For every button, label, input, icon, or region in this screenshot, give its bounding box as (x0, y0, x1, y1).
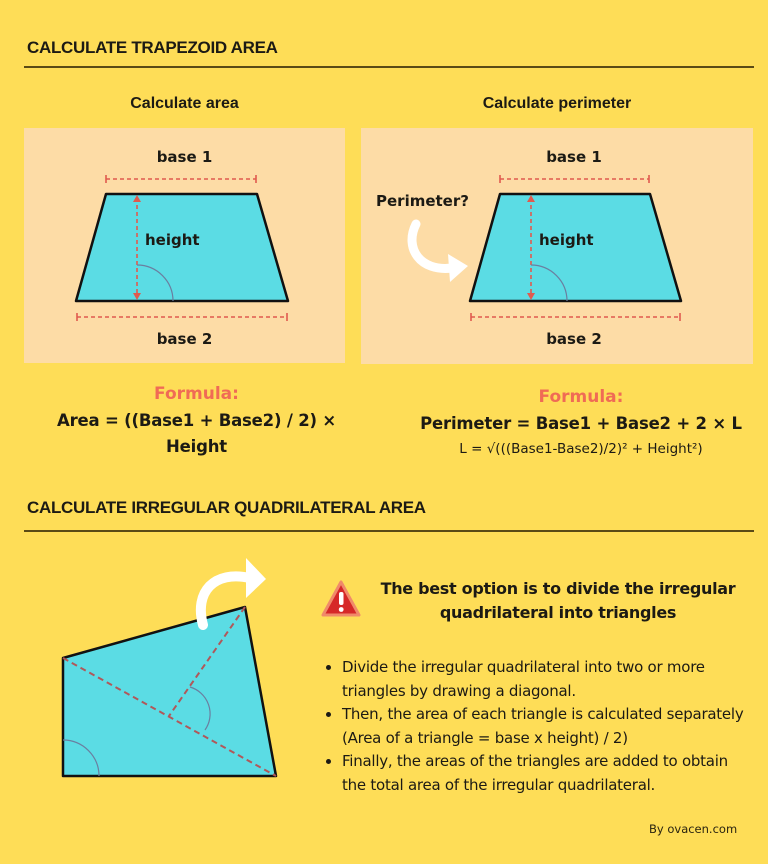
steps-list (320, 656, 748, 797)
list-item: • Then, the area of each triangle is calculated separately (Area of a triangle = base x height) / 2) (342, 703, 748, 750)
perimeter-formula-l: L = √(((Base1-Base2)/2)² + Height²) (459, 441, 703, 457)
base2-label: base 2 (546, 330, 602, 348)
perimeter-formula-heading: Formula: (538, 387, 624, 407)
tip-line1: The best option is to divide the irregular (380, 579, 736, 598)
base1-label: base 1 (156, 148, 213, 166)
tip-line2: quadrilateral into triangles (439, 603, 677, 622)
credit-text: By ovacen.com (649, 822, 738, 836)
base1-label: base 1 (546, 148, 602, 166)
list-item: • Finally, the areas of the triangles are added to obtain the total area of the irregular quadrilateral. (342, 750, 748, 797)
height-label: height (145, 231, 200, 249)
list-item: • Divide the irregular quadrilateral into two or more triangles by drawing a diagonal. (342, 656, 748, 703)
steps-list-container (320, 656, 748, 797)
area-formula-heading: Formula: (154, 384, 239, 404)
quadrilateral-shape (63, 607, 276, 776)
perimeter-formula-main: Perimeter = Base1 + Base2 + 2 × L (420, 414, 742, 433)
warning-icon (323, 582, 359, 615)
height-label: height (539, 231, 594, 249)
area-formula-line2: Height (166, 437, 227, 456)
section-title-quadrilateral: CALCULATE IRREGULAR QUADRILATERAL AREA (27, 498, 426, 517)
base2-label: base 2 (156, 330, 213, 348)
perimeter-callout: Perimeter? (376, 192, 469, 210)
area-formula-line1: Area = ((Base1 + Base2) / 2) × (57, 411, 336, 430)
area-subtitle: Calculate area (130, 95, 239, 112)
section-title-trapezoid: CALCULATE TRAPEZOID AREA (27, 38, 278, 57)
perimeter-subtitle: Calculate perimeter (482, 95, 632, 112)
